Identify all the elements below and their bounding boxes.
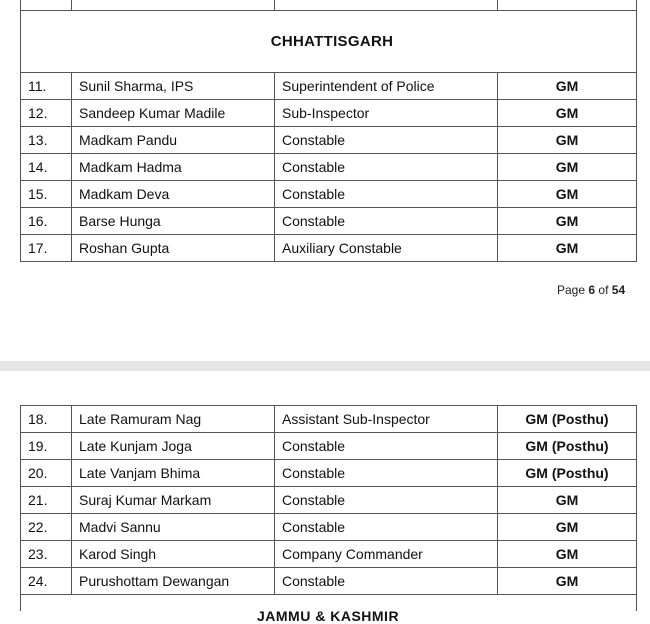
rank: Sub-Inspector — [275, 100, 498, 127]
person-name: Karod Singh — [72, 541, 275, 568]
next-state-heading-partial — [257, 608, 399, 624]
rank: Constable — [275, 433, 498, 460]
table-row — [21, 208, 637, 235]
serial-number: 23. — [21, 541, 72, 568]
serial-number: 13. — [21, 127, 72, 154]
table-row — [21, 181, 637, 208]
table-row — [21, 406, 637, 433]
awards-table-chhattisgarh — [20, 0, 637, 262]
table-row — [21, 127, 637, 154]
award: GM — [498, 127, 637, 154]
award: GM (Posthu) — [498, 406, 637, 433]
award: GM — [498, 541, 637, 568]
page-separator — [0, 361, 650, 371]
page-of: of — [598, 283, 609, 297]
awards-table-continued — [20, 405, 637, 611]
table-row — [21, 100, 637, 127]
person-name: Late Vanjam Bhima — [72, 460, 275, 487]
serial-number: 11. — [21, 73, 72, 100]
rank: Constable — [275, 568, 498, 595]
award: GM — [498, 100, 637, 127]
rank: Constable — [275, 154, 498, 181]
table-row — [21, 154, 637, 181]
person-name: Madkam Deva — [72, 181, 275, 208]
page-total: 54 — [611, 283, 626, 297]
page-prefix: Page — [557, 283, 586, 297]
award: GM — [498, 73, 637, 100]
serial-number: 14. — [21, 154, 72, 181]
rank: Constable — [275, 181, 498, 208]
rank: Constable — [275, 514, 498, 541]
person-name: Late Ramuram Nag — [72, 406, 275, 433]
person-name: Suraj Kumar Markam — [72, 487, 275, 514]
table-row — [21, 433, 637, 460]
award: GM — [498, 487, 637, 514]
rank: Superintendent of Police — [275, 73, 498, 100]
serial-number: 15. — [21, 181, 72, 208]
state-heading-row — [21, 11, 637, 73]
award: GM — [498, 514, 637, 541]
person-name: Purushottam Dewangan — [72, 568, 275, 595]
state-heading: CHHATTISGARH — [21, 11, 637, 73]
person-name: Roshan Gupta — [72, 235, 275, 262]
serial-number: 16. — [21, 208, 72, 235]
serial-number: 17. — [21, 235, 72, 262]
next-state-label: JAMMU & KASHMIR — [257, 608, 400, 624]
table-row — [21, 487, 637, 514]
table-row — [21, 541, 637, 568]
award: GM (Posthu) — [498, 460, 637, 487]
rank: Assistant Sub-Inspector — [275, 406, 498, 433]
serial-number: 12. — [21, 100, 72, 127]
award: GM — [498, 181, 637, 208]
serial-number: 21. — [21, 487, 72, 514]
award: GM (Posthu) — [498, 433, 637, 460]
rank: Constable — [275, 460, 498, 487]
rank: Constable — [275, 487, 498, 514]
serial-number: 19. — [21, 433, 72, 460]
table-row — [21, 460, 637, 487]
person-name: Barse Hunga — [72, 208, 275, 235]
cut-row — [21, 0, 637, 11]
serial-number: 24. — [21, 568, 72, 595]
serial-number: 18. — [21, 406, 72, 433]
table-row — [21, 568, 637, 595]
award: GM — [498, 208, 637, 235]
person-name: Late Kunjam Joga — [72, 433, 275, 460]
person-name: Sandeep Kumar Madile — [72, 100, 275, 127]
serial-number: 20. — [21, 460, 72, 487]
award: GM — [498, 154, 637, 181]
person-name: Sunil Sharma, IPS — [72, 73, 275, 100]
table-row — [21, 73, 637, 100]
person-name: Madkam Pandu — [72, 127, 275, 154]
award: GM — [498, 235, 637, 262]
award: GM — [498, 568, 637, 595]
serial-number: 22. — [21, 514, 72, 541]
person-name: Madvi Sannu — [72, 514, 275, 541]
page-current: 6 — [588, 283, 596, 297]
rank: Auxiliary Constable — [275, 235, 498, 262]
rank: Company Commander — [275, 541, 498, 568]
rank: Constable — [275, 127, 498, 154]
person-name: Madkam Hadma — [72, 154, 275, 181]
page-number — [557, 283, 625, 297]
table-row — [21, 514, 637, 541]
rank: Constable — [275, 208, 498, 235]
table-row — [21, 235, 637, 262]
